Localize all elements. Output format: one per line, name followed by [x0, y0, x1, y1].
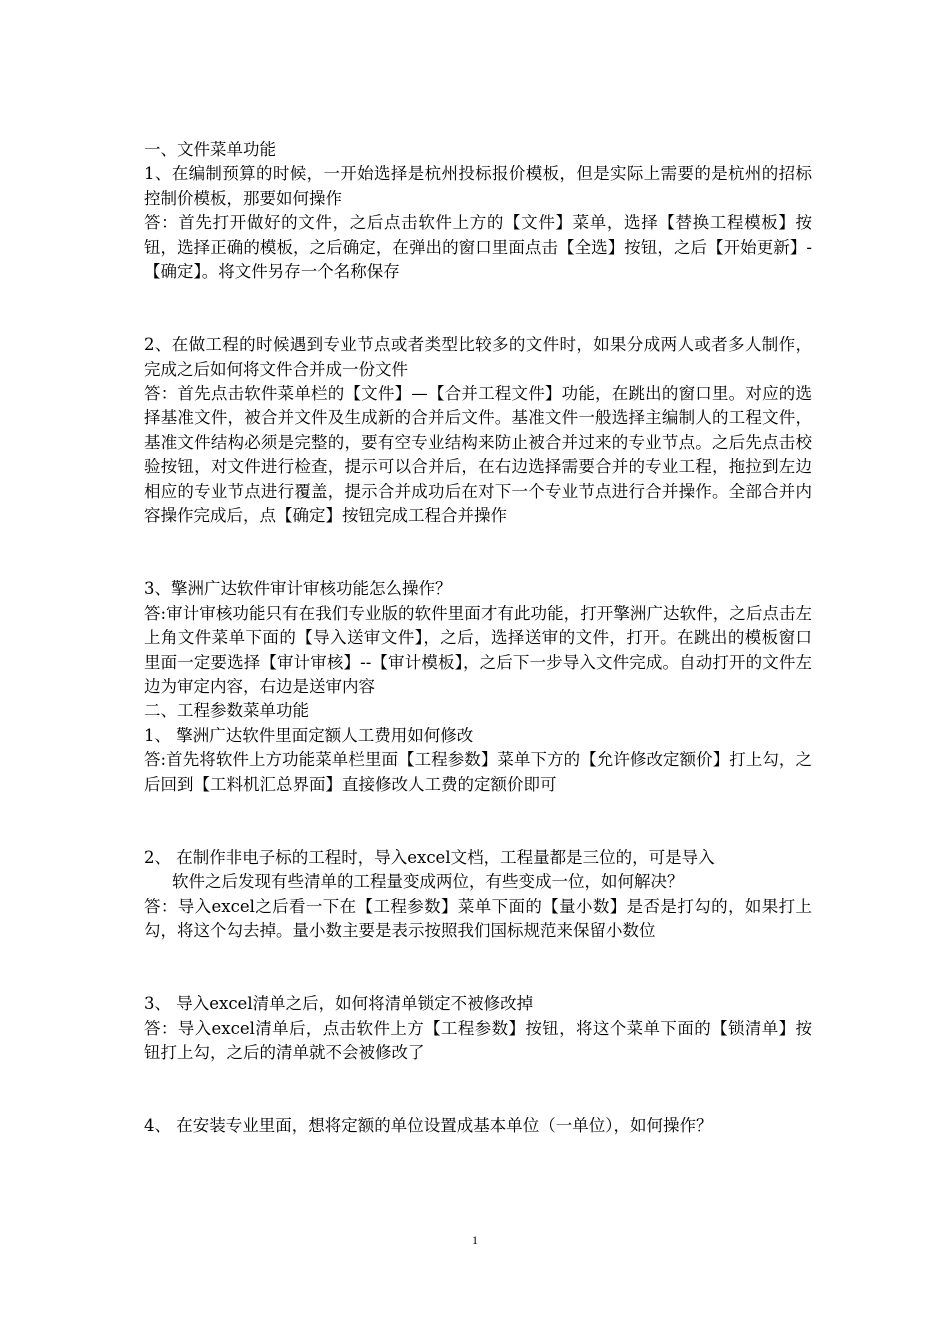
answer-5: 答：导入excel之后看一下在【工程参数】菜单下面的【量小数】是否是打勾的，如果打上勾，将这个勾去掉。量小数主要是表示按照我们国标规范来保留小数位: [144, 896, 812, 940]
answer-1: 答：首先打开做好的文件，之后点击软件上方的【文件】菜单，选择【替换工程模板】按钮，选择正确的模板，之后确定，在弹出的窗口里面点击【全选】按钮，之后【开始更新】-【确定】。将文件另存一个名称保存: [144, 213, 812, 282]
blank-gap: [144, 284, 812, 333]
answer-2: 答：首先点击软件菜单栏的【文件】—【合并工程文件】功能，在跳出的窗口里。对应的选择基准文件，被合并文件及生成新的合并后文件。基准文件一般选择主编制人的工程文件，基准文件结构必须是完整的，要有空专业结构来防止被合并过来的专业节点。之后先点击校验按钮，对文件进行检查，提示可以合并后，在右边选择需要合并的专业工程，拖拉到左边相应的专业节点进行覆盖，提示合并成功后在对下一个专业节点进行合并操作。全部合并内容操作完成后，点【确定】按钮完成工程合并操作: [144, 384, 812, 526]
question-1: 1、在编制预算的时候，一开始选择是杭州投标报价模板，但是实际上需要的是杭州的招标控制价模板，那要如何操作: [144, 164, 812, 208]
blank-gap: [144, 528, 812, 577]
question-3: 3、擎洲广达软件审计审核功能怎么操作？: [144, 579, 452, 599]
document-body: [144, 138, 812, 1139]
answer-3: 答:审计审核功能只有在我们专业版的软件里面才有此功能，打开擎洲广达软件，之后点击左上角文件菜单下面的【导入送审文件】，之后，选择送审的文件，打开。在跳出的模板窗口里面一定要选择【审计审核】--【审计模板】，之后下一步导入文件完成。自动打开的文件左边为审定内容，右边是送审内容: [144, 603, 812, 696]
question-6: 3、 导入excel清单之后，如何将清单锁定不被修改掉: [144, 994, 534, 1014]
answer-6: 答：导入excel清单后，点击软件上方【工程参数】按钮，将这个菜单下面的【锁清单】按钮打上勾，之后的清单就不会被修改了: [144, 1018, 812, 1062]
blank-gap: [144, 1065, 812, 1114]
blank-gap: [144, 797, 812, 846]
blank-gap: [144, 943, 812, 992]
question-5-continuation: 软件之后发现有些清单的工程量变成两位，有些变成一位，如何解决？: [172, 872, 684, 892]
answer-4: 答:首先将软件上方功能菜单栏里面【工程参数】菜单下方的【允许修改定额价】打上勾，之后回到【工料机汇总界面】直接修改人工费的定额价即可: [144, 750, 812, 794]
question-4: 1、 擎洲广达软件里面定额人工费用如何修改: [144, 725, 474, 745]
section-heading-file-menu: 一、文件菜单功能: [144, 140, 276, 159]
question-7: 4、 在安装专业里面，想将定额的单位设置成基本单位（一单位），如何操作？: [144, 1116, 713, 1136]
section-heading-project-params: 二、工程参数菜单功能: [144, 701, 309, 721]
question-5: 2、 在制作非电子标的工程时，导入excel文档，工程量都是三位的，可是导入: [144, 847, 715, 867]
page-number: 1: [472, 1233, 478, 1247]
question-2: 2、在做工程的时候遇到专业节点或者类型比较多的文件时，如果分成两人或者多人制作，完成之后如何将文件合并成一份文件: [144, 335, 812, 379]
